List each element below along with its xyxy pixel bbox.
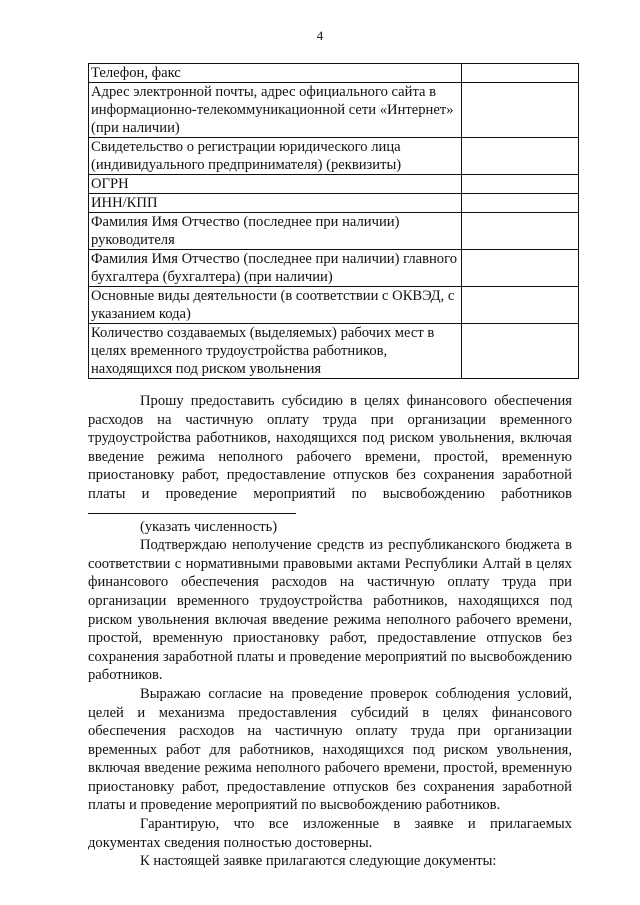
page-number: 4	[316, 28, 324, 43]
field-value-cell[interactable]	[462, 213, 579, 250]
applicant-info-table	[88, 63, 579, 379]
attachments-intro: К настоящей заявке прилагаются следующие документы:	[140, 853, 497, 870]
table-row	[89, 64, 579, 83]
field-value-cell[interactable]	[462, 287, 579, 324]
employee-count-blank[interactable]	[88, 504, 572, 518]
field-label: Фамилия Имя Отчество (последнее при наличии) главного бухгалтера (бухгалтера) (при наличии)	[89, 250, 462, 287]
table-row	[89, 175, 579, 194]
subsidy-request-paragraph: Прошу предоставить субсидию в целях финансового обеспечения расходов на частичную оплату труда при организации временного трудоустройства работников, находящихся под риском увольнения, включая введение режима неполного рабочего времени, простой, временную приостановку работ, предоставление отпусков без сохранения заработной платы и проведение мероприятий по высвобождению работников	[88, 393, 572, 502]
table-row	[89, 324, 579, 379]
table-row	[89, 83, 579, 138]
field-value-cell[interactable]	[462, 194, 579, 213]
field-value-cell[interactable]	[462, 138, 579, 175]
table-row	[89, 250, 579, 287]
application-body	[88, 392, 572, 871]
field-label: ИНН/КПП	[89, 194, 462, 213]
field-value-cell[interactable]	[462, 83, 579, 138]
table-row	[89, 194, 579, 213]
field-label: ОГРН	[89, 175, 462, 194]
inspection-consent-paragraph: Выражаю согласие на проведение проверок соблюдения условий, целей и механизма предоставления субсидий в целях финансового обеспечения расходов на частичную оплату труда при организации временных работ для работников, находящихся под риском увольнения, включая введение режима неполного рабочего времени, простой, временную приостановку работ, предоставление отпусков без сохранения заработной платы и проведение мероприятий по высвобождению работников.	[88, 685, 572, 814]
field-value-cell[interactable]	[462, 175, 579, 194]
field-label: Фамилия Имя Отчество (последнее при наличии) руководителя	[89, 213, 462, 250]
field-label: Количество создаваемых (выделяемых) рабочих мест в целях временного трудоустройства работников, находящихся под риском увольнения	[89, 324, 462, 379]
employee-count-hint: (указать численность)	[140, 518, 278, 535]
field-label: Основные виды деятельности (в соответствии с ОКВЭД, с указанием кода)	[89, 287, 462, 324]
accuracy-guarantee-paragraph: Гарантирую, что все изложенные в заявке и прилагаемых документах сведения полностью достоверны.	[88, 816, 572, 851]
field-value-cell[interactable]	[462, 64, 579, 83]
field-value-cell[interactable]	[462, 250, 579, 287]
field-label: Адрес электронной почты, адрес официального сайта в информационно-телекоммуникационной сети «Интернет» (при наличии)	[89, 83, 462, 138]
field-label: Свидетельство о регистрации юридического лица (индивидуального предпринимателя) (реквизиты)	[89, 138, 462, 175]
field-value-cell[interactable]	[462, 324, 579, 379]
table-row	[89, 213, 579, 250]
table-row	[89, 138, 579, 175]
non-receipt-confirmation-paragraph: Подтверждаю неполучение средств из республиканского бюджета в соответствии с нормативными правовыми актами Республики Алтай в целях финансового обеспечения расходов на частичную оплату труда при организации временного трудоустройства работников, находящихся под риском увольнения включая введение режима неполного рабочего времени, простой, временную приостановку работ, предоставление отпусков без сохранения заработной платы и проведение мероприятий по высвобождению работников.	[88, 537, 572, 684]
table-row	[89, 287, 579, 324]
field-label: Телефон, факс	[89, 64, 462, 83]
